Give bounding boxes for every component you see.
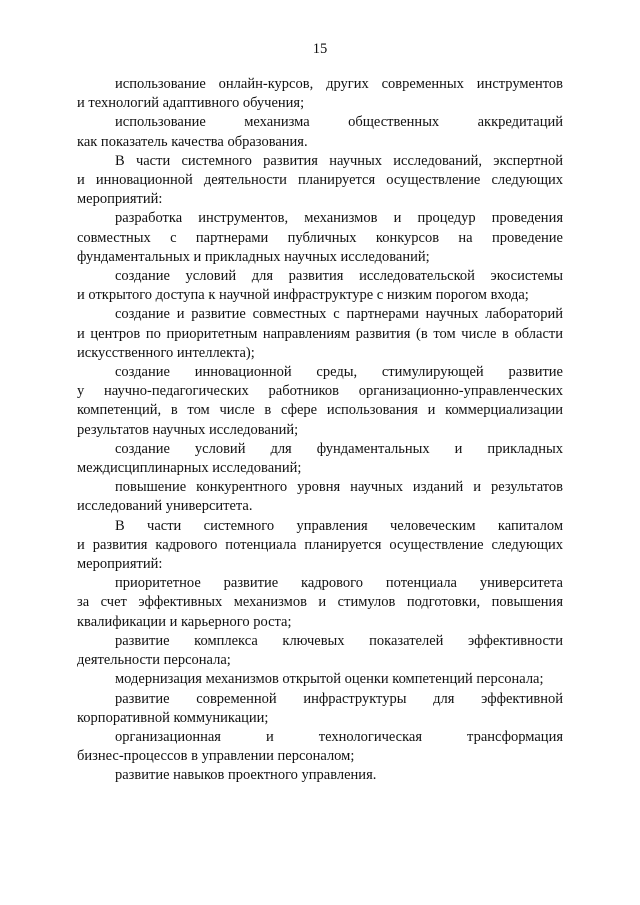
paragraph	[77, 363, 563, 440]
text-line: за счет эффективных механизмов и стимулов подготовки, повышения	[77, 594, 563, 611]
text-line: использование механизма общественных аккредитаций	[115, 114, 563, 131]
paragraph	[77, 113, 563, 151]
paragraph	[77, 152, 563, 210]
text-line: компетенций, в том числе в сфере использования и коммерциализации	[77, 402, 563, 419]
paragraph	[77, 209, 563, 267]
paragraph	[77, 690, 563, 728]
paragraph	[77, 267, 563, 305]
text-line: деятельности персонала;	[77, 652, 231, 669]
paragraph	[77, 670, 563, 689]
text-line: создание условий для развития исследовательской экосистемы	[115, 268, 563, 285]
text-line: создание инновационной среды, стимулирующей развитие	[115, 364, 563, 381]
text-line: модернизация механизмов открытой оценки компетенций персонала;	[115, 671, 544, 688]
text-line: развитие комплекса ключевых показателей эффективности	[115, 632, 563, 649]
paragraph	[77, 478, 563, 516]
text-line: приоритетное развитие кадрового потенциала университета	[115, 575, 563, 592]
paragraph	[77, 728, 563, 766]
text-line: В части системного управления человеческим капиталом	[115, 517, 563, 534]
text-line: и технологий адаптивного обучения;	[77, 95, 305, 112]
text-line: и открытого доступа к научной инфраструктуре с низким порогом входа;	[77, 287, 529, 304]
text-line: как показатель качества образования.	[77, 133, 308, 150]
text-line: результатов научных исследований;	[77, 421, 299, 438]
text-line: разработка инструментов, механизмов и процедур проведения	[115, 210, 563, 227]
text-line: квалификации и карьерного роста;	[77, 613, 292, 630]
text-line: у научно-педагогических работников организационно-управленческих	[77, 383, 563, 400]
text-line: развитие навыков проектного управления.	[115, 767, 377, 784]
text-line: фундаментальных и прикладных научных исследований;	[77, 248, 430, 265]
text-line: бизнес-процессов в управлении персоналом;	[77, 748, 355, 765]
text-line: В части системного развития научных исследований, экспертной	[115, 152, 563, 169]
text-line: организационная и технологическая трансформация	[115, 728, 563, 745]
text-line: корпоративной коммуникации;	[77, 709, 269, 726]
document-body	[77, 75, 563, 786]
text-line: совместных с партнерами публичных конкурсов на проведение	[77, 229, 563, 246]
text-line: и развития кадрового потенциала планируется осуществление следующих	[77, 536, 563, 553]
text-line: мероприятий:	[77, 556, 163, 573]
text-line: использование онлайн-курсов, других современных инструментов	[115, 76, 563, 92]
text-line: мероприятий:	[77, 191, 163, 208]
paragraph	[77, 517, 563, 575]
paragraph	[77, 632, 563, 670]
text-line: междисциплинарных исследований;	[77, 460, 302, 477]
text-line: создание условий для фундаментальных и прикладных	[115, 440, 563, 457]
text-line: создание и развитие совместных с партнерами научных лабораторий	[115, 306, 563, 323]
text-line: искусственного интеллекта);	[77, 344, 255, 361]
text-line: и центров по приоритетным направлениям развития (в том числе в области	[77, 325, 563, 342]
text-line: развитие современной инфраструктуры для эффективной	[115, 690, 563, 707]
text-line: и инновационной деятельности планируется осуществление следующих	[77, 172, 563, 189]
paragraph	[77, 440, 563, 478]
paragraph	[77, 574, 563, 632]
paragraph	[77, 305, 563, 363]
text-line: исследований университета.	[77, 498, 253, 515]
text-line: повышение конкурентного уровня научных изданий и результатов	[115, 479, 563, 496]
paragraph	[77, 75, 563, 113]
paragraph	[77, 766, 563, 785]
page-number: 15	[312, 41, 328, 57]
